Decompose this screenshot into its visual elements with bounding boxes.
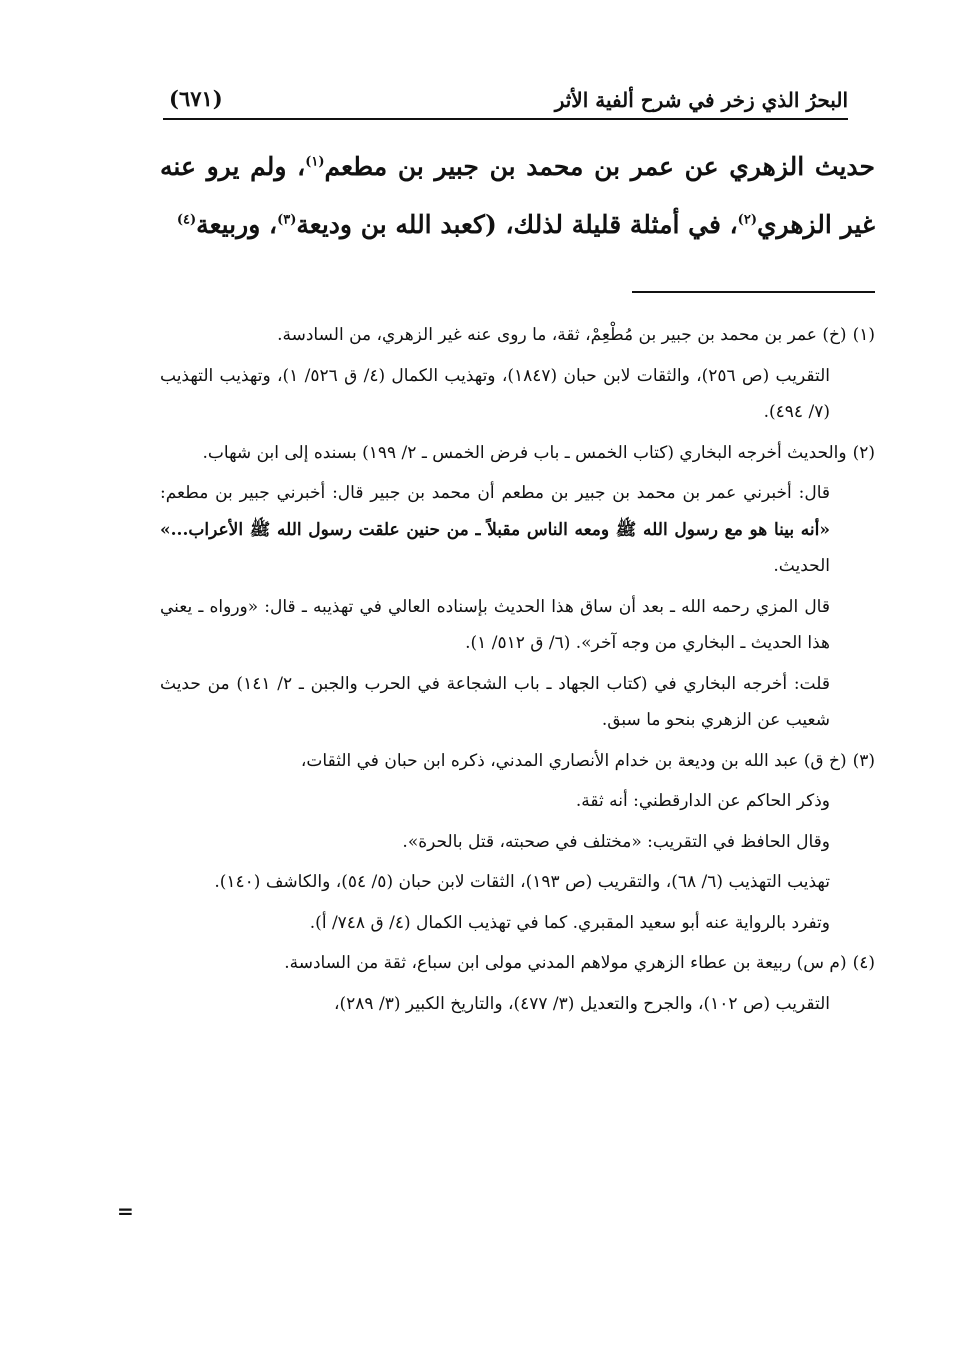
footnote-number: (٣) xyxy=(852,750,875,771)
hadith-isnad: قال: أخبرني عمر بن محمد بن جبير بن مطعم أن محمد بن جبير قال: أخبرني جبير بن مطعم: xyxy=(160,483,830,503)
footnote-text: (خ) عمر بن محمد بن جبير بن مُطْعِمْ، ثقة، ما روى عنه غير الزهري، من السادسة. xyxy=(277,325,847,345)
footnote-3-line-3: تهذيب التهذيب (٦/ ٦٨)، والتقريب (ص ١٩٣)، الثقات لابن حبان (٥/ ٥٤)، والكاشف (١٤٠). xyxy=(214,872,830,892)
footnote-separator xyxy=(632,291,875,293)
footnote-text: (خ ق) عبد الله بن وديعة بن خدام الأنصاري المدني، ذكره ابن حبان في الثقات، xyxy=(300,750,847,771)
page-number: (٦٧١) xyxy=(169,86,223,111)
footnote-3-line-2: وقال الحافظ في التقريب: «مختلف في صحبته، قتل بالحرة». xyxy=(402,831,830,852)
page-header xyxy=(163,84,848,120)
footnote-2-hadith xyxy=(160,475,875,585)
mizzi-intro: قال المزي رحمه الله ـ بعد أن ساق هذا الحديث بإسناده العالي في تهذيبه ـ قال: xyxy=(258,596,830,617)
footnote-2-comment: قلت: أخرجه البخاري في (كتاب الجهاد ـ باب الشجاعة في الحرب والجبن ـ ٢/ ١٤١) من حديث شعيب عن الزهري بنحو ما سبق. xyxy=(160,673,830,730)
mizzi-quote: «ورواه ـ يعني هذا الحديث ـ البخاري من وجه آخر». (٦/ ق ٥١٢/ ١). xyxy=(160,596,830,653)
main-text-part-1: حديث الزهري عن عمر بن محمد بن جبير بن مطعم xyxy=(324,152,875,181)
hadith-matn: «أنه بينا هو مع رسول الله ﷺ ومعه الناس مقبلاً ـ من حنين علقت رسول الله ﷺ الأعراب...» xyxy=(160,519,830,540)
main-text-part-3: ، في أمثلة قليلة لذلك، (كعبد الله بن وديعة xyxy=(296,210,738,239)
footnote-3-line-1: وذكر الحاكم عن الدارقطني: أنه ثقة. xyxy=(575,791,830,811)
main-text-part-2: ، ولم يرو عنه غير الزهري xyxy=(160,152,875,239)
footnote-ref-1: (١) xyxy=(305,154,325,170)
footnote-number: (٢) xyxy=(852,442,875,463)
footnote-ref-4: (٤) xyxy=(176,212,197,228)
footnote-1 xyxy=(160,317,875,354)
footnote-2 xyxy=(160,435,875,472)
hadith-end: الحديث. xyxy=(773,556,830,576)
footnote-3-line-4: وتفرد بالرواية عنه أبو سعيد المقبري. كما في تهذيب الكمال (٤/ ق ٧٤٨/ أ). xyxy=(309,912,830,933)
running-title: البحرُ الذي زخر في شرح ألفية الأثر xyxy=(554,88,848,112)
footnote-2-mizzi xyxy=(160,589,875,662)
footnote-number: (٤) xyxy=(852,953,875,973)
footnote-4 xyxy=(160,945,875,982)
footnotes xyxy=(160,317,875,1026)
footnote-3 xyxy=(160,743,875,780)
header-rule xyxy=(163,118,848,120)
footnote-ref-3: (٣) xyxy=(277,212,297,228)
main-paragraph xyxy=(160,138,875,254)
footnote-text: والحديث أخرجه البخاري (كتاب الخمس ـ باب فرض الخمس ـ ٢/ ١٩٩) بسنده إلى ابن شهاب. xyxy=(202,442,847,463)
footnote-ref-2: (٢) xyxy=(737,212,757,228)
main-text xyxy=(160,138,875,254)
footnote-4-sources: التقريب (ص ١٠٢)، والجرح والتعديل (٣/ ٤٧٧)، والتاريخ الكبير (٣/ ٢٨٩)، xyxy=(334,993,830,1014)
footnote-1-sources: التقريب (ص ٢٥٦)، والثقات لابن حبان (١٨٤٧)، وتهذيب الكمال (٤/ ق ٥٢٦/ ١)، وتهذيب التهذيب (٧/ ٤٩٤). xyxy=(160,365,830,422)
continuation-mark: = xyxy=(117,1199,134,1223)
footnote-text: (م س) ربيعة بن عطاء الزهري مولاهم المدني مولى ابن سباع، ثقة من السادسة. xyxy=(284,953,847,973)
main-text-part-4: ، وربيعة xyxy=(196,210,278,239)
footnote-number: (١) xyxy=(852,325,875,345)
